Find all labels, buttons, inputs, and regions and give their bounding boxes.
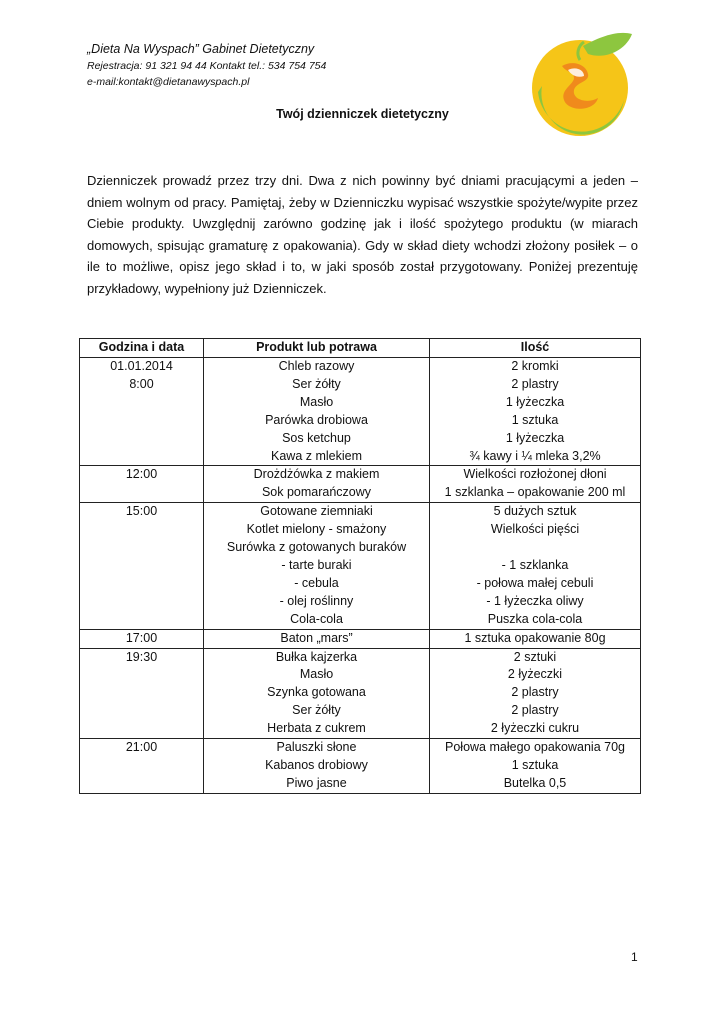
- cell-line: 2 kromki: [511, 359, 559, 373]
- cell-line: 19:30: [125, 649, 158, 664]
- amount-cell: [430, 503, 641, 629]
- cell-line: Połowa małego opakowania 70g: [445, 740, 625, 755]
- cell-line: 1 łyżeczka: [505, 430, 565, 445]
- food-diary-table: [79, 338, 641, 794]
- table-row: [80, 629, 641, 648]
- cell-line: - połowa małej cebuli: [476, 575, 594, 590]
- company-name: „Dieta Na Wyspach” Gabinet Dietetyczny: [87, 42, 315, 56]
- cell-line: 2 sztuki: [513, 649, 557, 664]
- cell-line: Parówka drobiowa: [265, 412, 368, 427]
- cell-line: 2 plastry: [511, 703, 559, 718]
- cell-line: Gotowane ziemniaki: [260, 504, 373, 519]
- cell-line: 17:00: [125, 630, 158, 645]
- cell-line: 1 sztuka: [511, 757, 559, 772]
- table-row: [80, 466, 641, 503]
- time-cell: [80, 358, 204, 466]
- cell-line: 01.01.2014: [110, 359, 173, 373]
- cell-line: 1 łyżeczka: [505, 394, 565, 409]
- time-cell: [80, 466, 204, 503]
- table-row: [80, 739, 641, 794]
- contact-line: Rejestracja: 91 321 94 44 Kontakt tel.: 534 754 754: [87, 60, 327, 72]
- cell-line: 2 łyżeczki cukru: [490, 721, 580, 736]
- page-title: Twój dzienniczek dietetyczny: [276, 107, 449, 121]
- cell-line: 1 sztuka: [511, 412, 559, 427]
- amount-cell: [430, 629, 641, 648]
- cell-line: Piwo jasne: [286, 775, 347, 790]
- cell-line: 1 szklanka – opakowanie 200 ml: [444, 485, 626, 500]
- time-cell: [80, 648, 204, 739]
- cell-line: Butelka 0,5: [503, 775, 567, 790]
- column-header-time: Godzina i data: [80, 339, 204, 358]
- table-row: [80, 358, 641, 466]
- cell-line: Masło: [299, 394, 334, 409]
- cell-line: Wielkości pięści: [490, 522, 580, 537]
- cell-line: Ser żółty: [292, 703, 341, 718]
- table-row: [80, 648, 641, 739]
- cell-line: ¾ kawy i ¼ mleka 3,2%: [469, 448, 601, 463]
- cell-line: - olej roślinny: [279, 593, 354, 608]
- cell-line: - 1 szklanka: [501, 557, 569, 572]
- amount-cell: [430, 739, 641, 794]
- cell-line: Szynka gotowana: [267, 685, 366, 700]
- cell-line: [432, 539, 638, 557]
- cell-line: Masło: [299, 667, 334, 682]
- cell-line: Kabanos drobiowy: [265, 757, 368, 772]
- product-cell: [204, 358, 430, 466]
- cell-line: 1 sztuka opakowanie 80g: [464, 630, 606, 645]
- cell-line: Drożdżówka z makiem: [253, 467, 380, 482]
- cell-line: Sos ketchup: [282, 430, 351, 445]
- product-cell: [204, 648, 430, 739]
- amount-cell: [430, 466, 641, 503]
- cell-line: - tarte buraki: [281, 557, 352, 572]
- cell-line: 5 dużych sztuk: [493, 504, 577, 519]
- cell-line: Paluszki słone: [276, 740, 357, 755]
- cell-line: 2 łyżeczki: [507, 667, 563, 682]
- cell-line: Herbata z cukrem: [267, 721, 366, 736]
- cell-line: Wielkości rozłożonej dłoni: [463, 467, 607, 482]
- table-row: [80, 503, 641, 629]
- cell-line: Kawa z mlekiem: [271, 448, 362, 463]
- time-cell: [80, 503, 204, 629]
- cell-line: 15:00: [125, 504, 158, 519]
- time-cell: [80, 739, 204, 794]
- amount-cell: [430, 648, 641, 739]
- table-header-row: [80, 339, 641, 358]
- email-line: e-mail:kontakt@dietanawyspach.pl: [87, 76, 250, 88]
- cell-line: - cebula: [294, 575, 339, 590]
- product-cell: [204, 629, 430, 648]
- cell-line: Cola-cola: [290, 611, 343, 626]
- column-header-product: Produkt lub potrawa: [204, 339, 430, 358]
- cell-line: 8:00: [129, 376, 154, 391]
- cell-line: Puszka cola-cola: [487, 611, 583, 626]
- time-cell: [80, 629, 204, 648]
- column-header-amount: Ilość: [430, 339, 641, 358]
- cell-line: Bułka kajzerka: [275, 649, 358, 664]
- cell-line: Sok pomarańczowy: [261, 485, 372, 500]
- cell-line: Ser żółty: [292, 376, 341, 391]
- letterhead: [87, 41, 326, 90]
- cell-line: Chleb razowy: [278, 359, 355, 373]
- cell-line: 12:00: [125, 467, 158, 482]
- cell-line: - 1 łyżeczka oliwy: [486, 593, 584, 608]
- cell-line: 2 plastry: [511, 376, 559, 391]
- cell-line: Kotlet mielony - smażony: [246, 522, 387, 537]
- cell-line: Surówka z gotowanych buraków: [226, 540, 407, 555]
- product-cell: [204, 466, 430, 503]
- amount-cell: [430, 358, 641, 466]
- fruit-logo-icon: [528, 20, 636, 140]
- cell-line: 2 plastry: [511, 685, 559, 700]
- product-cell: [204, 739, 430, 794]
- product-cell: [204, 503, 430, 629]
- cell-line: Baton „mars”: [280, 630, 353, 645]
- page-number: 1: [631, 950, 638, 964]
- cell-line: 21:00: [125, 740, 158, 755]
- intro-paragraph: Dzienniczek prowadź przez trzy dni. Dwa z nich powinny być dniami pracującymi a jeden – dniem wolnym od pracy. Pamiętaj, żeby w Dzienniczku wypisać wszystkie spożyte/wypite przez Ciebie produkty. Uwzględnij zarówno godzinę jak i ilość spożytego produktu (w miarach domowych, spisując gramaturę z opakowania). Gdy w skład diety wchodzi złożony posiłek – o ile to możliwe, opisz jego skład i to, w jaki sposób został przygotowany. Poniżej prezentuję przykładowy, wypełniony już Dzienniczek.: [87, 173, 638, 296]
